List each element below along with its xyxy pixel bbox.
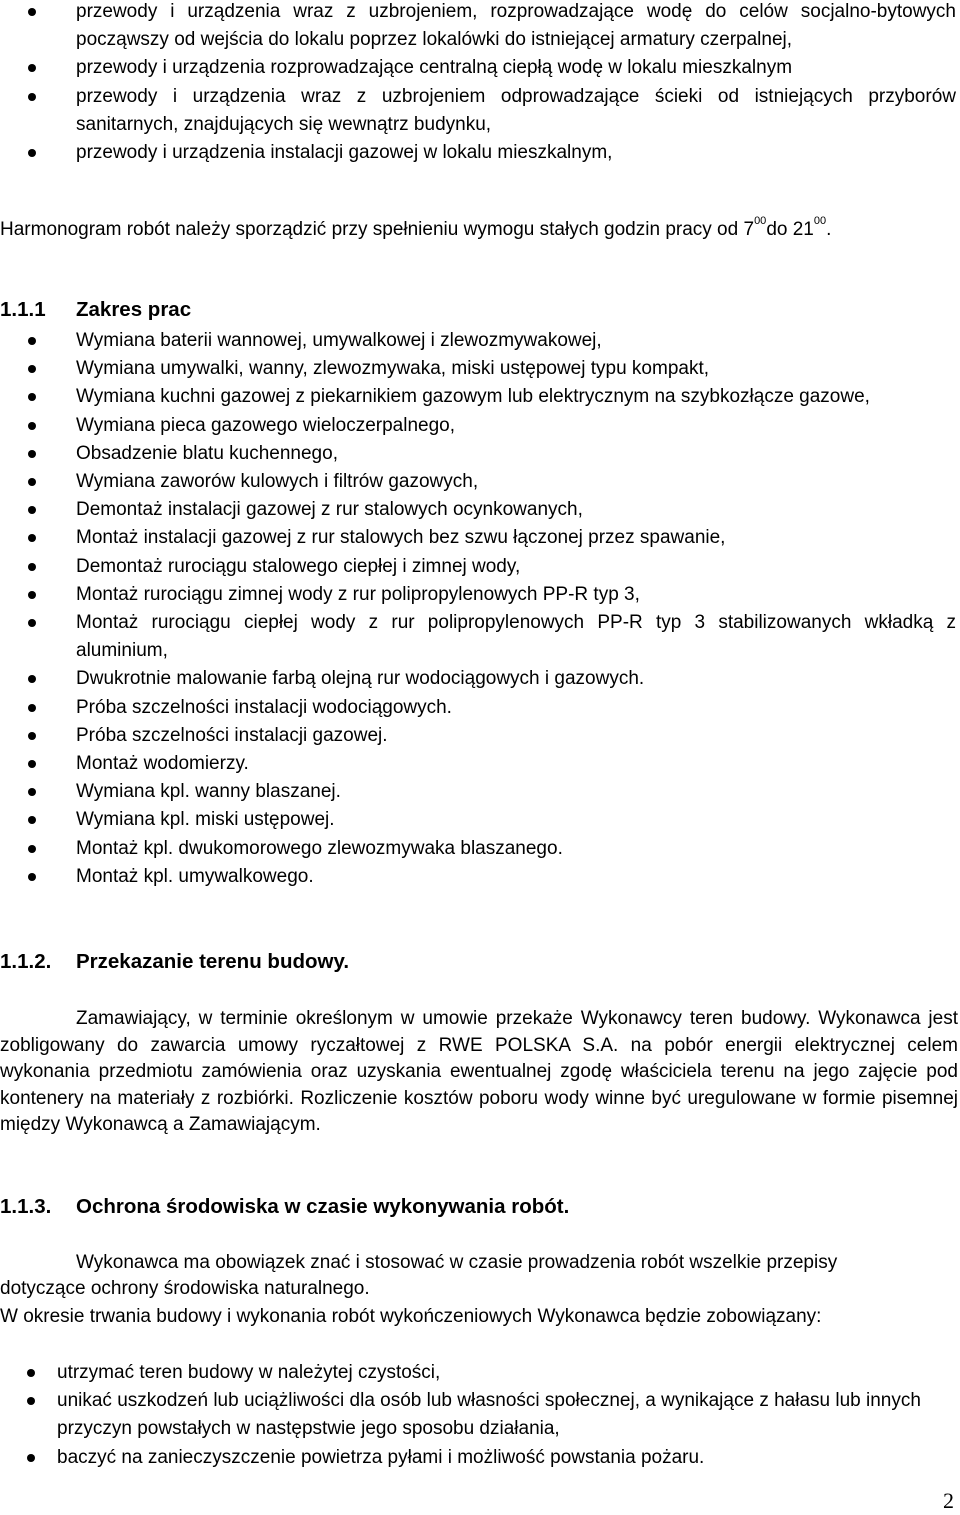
obligations-list: [57, 1359, 937, 1472]
section-title: Ochrona środowiska w czasie wykonywania robót.: [76, 1195, 570, 1218]
start-hour: 7: [743, 219, 755, 240]
installations-list: [76, 0, 956, 167]
list-item: Wymiana kuchni gazowej z piekarnikiem gazowym lub elektrycznym na szybkozłącze gazowe,: [76, 383, 956, 411]
list-item: Montaż instalacji gazowej z rur stalowych bez szwu łączonej przez spawanie,: [76, 524, 956, 552]
list-item: unikać uszkodzeń lub uciążliwości dla osób lub własności społecznej, a wynikające z hałasu lub innych przyczyn powstałych w następstwie jego sposobu działania,: [57, 1387, 937, 1443]
list-item: Obsadzenie blatu kuchennego,: [76, 440, 956, 468]
list-item: Montaż kpl. umywalkowego.: [76, 863, 956, 891]
section-number: 1.1.2.: [0, 950, 52, 973]
list-item: przewody i urządzenia wraz z uzbrojeniem, rozprowadzające wodę do celów socjalno-bytowych począwszy od wejścia do lokalu poprzez lokalówki do istniejącej armatury czerpalnej,: [76, 0, 956, 54]
section-title: Przekazanie terenu budowy.: [76, 950, 350, 973]
environment-paragraph: [0, 1250, 920, 1302]
between-word: do: [766, 219, 788, 240]
scope-list: [76, 327, 956, 891]
list-item: Próba szczelności instalacji wodociągowych.: [76, 694, 956, 722]
section-title: Zakres prac: [76, 298, 192, 321]
page-number: 2: [943, 1488, 954, 1513]
list-item: Wymiana umywalki, wanny, zlewozmywaka, miski ustępowej typu kompakt,: [76, 355, 956, 383]
schedule-paragraph: [0, 216, 910, 243]
end-hour: 21: [792, 219, 814, 240]
list-item: Montaż wodomierzy.: [76, 750, 956, 778]
list-item: przewody i urządzenia instalacji gazowej w lokalu mieszkalnym,: [76, 139, 956, 167]
transfer-paragraph: [0, 1006, 958, 1139]
list-item: przewody i urządzenia rozprowadzające centralną ciepłą wodę w lokalu mieszkalnym: [76, 54, 956, 82]
list-item: przewody i urządzenia wraz z uzbrojeniem odprowadzające ścieki od istniejących przyborów sanitarnych, znajdujących się wewnątrz budynku,: [76, 83, 956, 139]
list-item: Wymiana kpl. miski ustępowej.: [76, 806, 956, 834]
end-minutes: 00: [813, 214, 827, 227]
list-item: Dwukrotnie malowanie farbą olejną rur wodociągowych i gazowych.: [76, 665, 956, 693]
section-heading-transfer: [0, 950, 349, 974]
list-item: Wymiana baterii wannowej, umywalkowej i zlewozmywakowej,: [76, 327, 956, 355]
list-item: Montaż rurociągu ciepłej wody z rur polipropylenowych PP-R typ 3 stabilizowanych wkładką z aluminium,: [76, 609, 956, 665]
list-item: baczyć na zanieczyszczenie powietrza pyłami i możliwość powstania pożaru.: [57, 1444, 937, 1472]
list-item: Próba szczelności instalacji gazowej.: [76, 722, 956, 750]
list-item: Demontaż rurociągu stalowego ciepłej i zimnej wody,: [76, 553, 956, 581]
section-heading-scope: [0, 298, 191, 322]
list-item: Wymiana kpl. wanny blaszanej.: [76, 778, 956, 806]
paragraph-text: Zamawiający, w terminie określonym w umowie przekaże Wykonawcy teren budowy. Wykonawca jest zobligowany do zawarcia umowy ryczałtowej z RWE POLSKA S.A. na pobór energii elektrycznej celem wykonania przedmiotu zamówienia oraz uzyskania ewentualnej zgodę właściciela terenu na jego zajęcie pod kontenery na materiały z rozbiórki. Rozliczenie kosztów poboru wody winne być uregulowane w formie pisemnej między Wykonawcą a Zamawiającym.: [0, 1008, 958, 1135]
list-item: Montaż kpl. dwukomorowego zlewozmywaka blaszanego.: [76, 835, 956, 863]
paragraph-text: Wykonawca ma obowiązek znać i stosować w czasie prowadzenia robót wszelkie przepisy dotyczące ochrony środowiska naturalnego.: [0, 1252, 838, 1299]
start-minutes: 00: [754, 214, 767, 227]
end-mark: .: [826, 219, 832, 240]
list-item: Demontaż instalacji gazowej z rur stalowych ocynkowanych,: [76, 496, 956, 524]
list-item: utrzymać teren budowy w należytej czystości,: [57, 1359, 937, 1387]
obligations-intro: W okresie trwania budowy i wykonania robót wykończeniowych Wykonawca będzie zobowiązany:: [0, 1306, 822, 1327]
section-heading-environment: [0, 1195, 569, 1219]
section-number: 1.1.3.: [0, 1195, 52, 1218]
list-item: Wymiana zaworów kulowych i filtrów gazowych,: [76, 468, 956, 496]
list-item: Wymiana pieca gazowego wieloczerpalnego,: [76, 412, 956, 440]
schedule-text: Harmonogram robót należy sporządzić przy spełnieniu wymogu stałych godzin pracy od: [0, 219, 739, 240]
list-item: Montaż rurociągu zimnej wody z rur polipropylenowych PP-R typ 3,: [76, 581, 956, 609]
section-number: 1.1.1: [0, 298, 46, 321]
